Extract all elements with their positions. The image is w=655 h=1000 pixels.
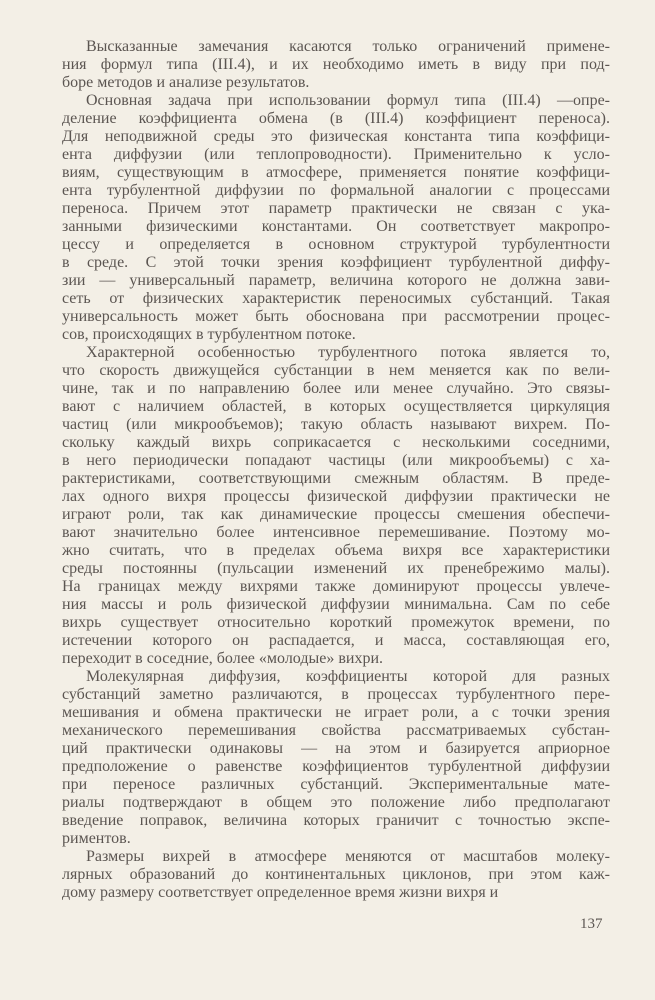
text-line: Размеры вихрей в атмосфере меняются от масштабов молеку- — [86, 848, 610, 865]
text-line: переходит в соседние, более «молодые» вихри. — [62, 650, 384, 667]
text-line: риментов. — [62, 830, 131, 847]
paragraph — [62, 92, 610, 344]
text-line: скольку каждый вихрь соприкасается с несколькими соседними, — [62, 434, 610, 451]
text-line: На границах между вихрями также доминируют процессы увлече- — [62, 578, 610, 595]
paragraph — [62, 668, 610, 848]
text-line: Характерной особенностью турбулентного потока является то, — [86, 344, 610, 361]
text-line: ния формул типа (III.4), и их необходимо иметь в виду при под- — [62, 56, 610, 73]
text-line: что скорость движущейся субстанции в нем меняется как по вели- — [62, 362, 610, 379]
text-line: в среде. С этой точки зрения коэффициент турбулентной диффу- — [62, 254, 610, 271]
text-line: зии — универсальный параметр, величина которого не должна зави- — [62, 272, 610, 289]
text-line: среды постоянны (пульсации изменений их пренебрежимо малы). — [62, 560, 610, 577]
page-body-text — [62, 38, 610, 902]
text-line: деление коэффициента обмена (в (III.4) коэффициент переноса). — [62, 110, 610, 127]
text-line: ента диффузии (или теплопроводности). Применительно к усло- — [62, 146, 610, 163]
text-line: вают с наличием областей, в которых осуществляется циркуляция — [62, 398, 610, 415]
text-line: частиц (или микрообъемов); такую область называют вихрем. По- — [62, 416, 610, 433]
text-line: механического перемешивания свойства рассматриваемых субстан- — [62, 722, 610, 739]
text-line: Высказанные замечания касаются только ограничений примене- — [86, 38, 610, 55]
text-line: риалы подтверждают в общем это положение либо предполагают — [62, 794, 610, 811]
text-line: Для неподвижной среды это физическая константа типа коэффици- — [62, 128, 610, 145]
text-line: играют роли, так как динамические процессы смешения обеспечи- — [62, 506, 610, 523]
text-line: переноса. Причем этот параметр практически не связан с ука- — [62, 200, 610, 217]
text-line: рактеристиками, соответствующими смежным областям. В преде- — [62, 470, 610, 487]
text-line: универсальность может быть обоснована при рассмотрении процес- — [62, 308, 610, 325]
text-line: ента турбулентной диффузии по формальной аналогии с процессами — [62, 182, 610, 199]
text-line: сеть от физических характеристик переносимых субстанций. Такая — [62, 290, 610, 307]
text-line: мешивания и обмена практически не играет роли, а с точки зрения — [62, 704, 610, 721]
text-line: в него периодически попадают частицы (или микрообъемы) с ха- — [62, 452, 610, 469]
text-line: вихрь существует относительно короткий промежуток времени, по — [62, 614, 610, 631]
text-line: цессу и определяется в основном структурой турбулентности — [62, 236, 610, 253]
paragraph — [62, 848, 610, 902]
text-line: Основная задача при использовании формул типа (III.4) —опре- — [86, 92, 610, 109]
text-line: предположение о равенстве коэффициентов турбулентной диффузии — [62, 758, 610, 775]
text-line: занными физическими константами. Он соответствует макропро- — [62, 218, 610, 235]
text-line: при переносе различных субстанций. Экспериментальные мате- — [62, 776, 610, 793]
text-line: лярных образований до континентальных циклонов, при этом каж- — [62, 866, 610, 883]
text-line: сов, происходящих в турбулентном потоке. — [62, 326, 356, 343]
text-line: лах одного вихря процессы физической диффузии практически не — [62, 488, 610, 505]
paragraph — [62, 38, 610, 92]
text-line: ния массы и роль физической диффузии минимальна. Сам по себе — [62, 596, 610, 613]
text-line: виям, существующим в атмосфере, применяется понятие коэффици- — [62, 164, 610, 181]
text-line: боре методов и анализе результатов. — [62, 74, 310, 91]
text-line: Молекулярная диффузия, коэффициенты которой для разных — [86, 668, 610, 685]
text-line: введение поправок, величина которых граничит с точностью экспе- — [62, 812, 610, 829]
text-line: жно считать, что в пределах объема вихря все характеристики — [62, 542, 610, 559]
page-number: 137 — [580, 916, 603, 932]
paragraph — [62, 344, 610, 668]
text-line: истечении которого он распадается, и масса, составляющая его, — [62, 632, 610, 649]
text-line: дому размеру соответствует определенное время жизни вихря и — [62, 884, 499, 901]
text-line: субстанций заметно различаются, в процессах турбулентного пере- — [62, 686, 610, 703]
text-line: вают значительно более интенсивное перемешивание. Поэтому мо- — [62, 524, 610, 541]
text-line: чине, так и по направлению более или менее случайно. Это связы- — [62, 380, 610, 397]
text-line: ций практически одинаковы — на этом и базируется априорное — [62, 740, 610, 757]
